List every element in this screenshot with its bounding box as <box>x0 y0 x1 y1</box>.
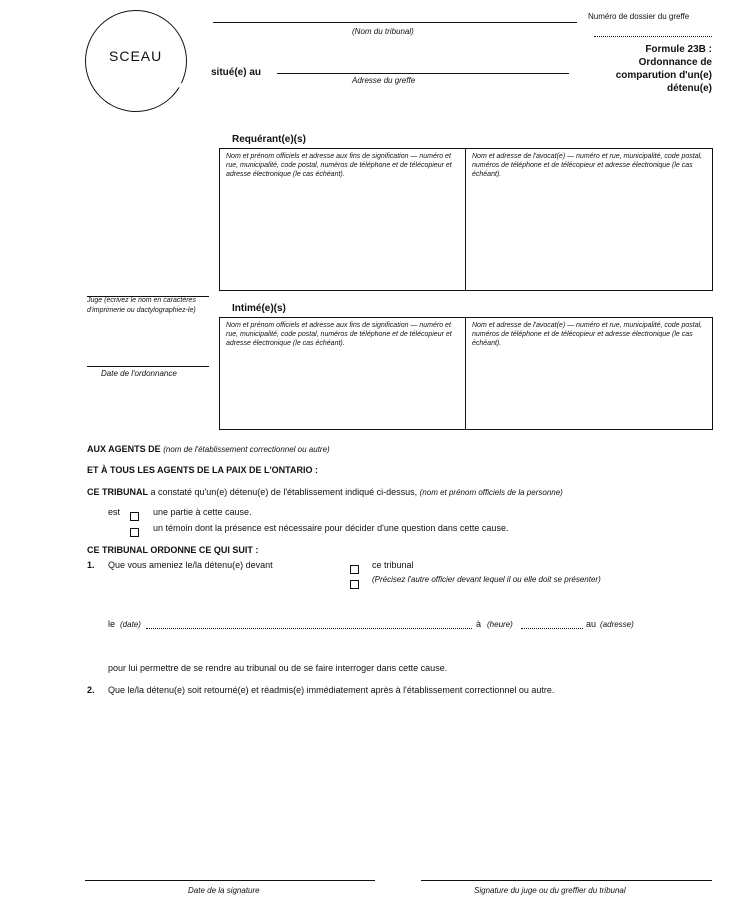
item2-text: Que le/la détenu(e) soit retourné(e) et réadmis(e) immédiatement après à l'établissement correctionnel ou autre. <box>108 685 555 695</box>
form-title-2: comparution d'un(e) <box>615 70 712 81</box>
address-prefix: au <box>586 619 597 629</box>
file-number-line <box>594 36 712 37</box>
form-number: Formule 23B : <box>645 44 712 55</box>
item1-number: 1. <box>87 560 95 570</box>
witness-checkbox[interactable] <box>130 524 139 542</box>
court-found-line <box>87 487 563 497</box>
address-caption: Adresse du greffe <box>352 76 416 85</box>
applicants-lawyer-field[interactable]: Nom et adresse de l'avocat(e) — numéro et rue, municipalité, code postal, numéros de téléphone et de télécopieur et adresse électronique (le cas échéant). <box>472 153 703 178</box>
orders-heading: CE TRIBUNAL ORDONNE CE QUI SUIT : <box>87 545 259 555</box>
court-found-note: (nom et prénom officiels de la personne) <box>419 488 563 497</box>
court-found-label: CE TRIBUNAL <box>87 487 148 497</box>
date-field[interactable] <box>146 628 472 629</box>
respondents-heading: Intimé(e)(s) <box>232 303 286 314</box>
seal-label: SCEAU <box>109 48 163 64</box>
order-date-line <box>87 366 209 367</box>
court-found-text: a constaté qu'un(e) détenu(e) de l'établissement indiqué ci-dessus, <box>150 487 418 497</box>
judge-label: Juge <box>87 297 103 304</box>
time-label: (heure) <box>487 620 513 629</box>
applicants-heading: Requérant(e)(s) <box>232 134 306 145</box>
to-officers-line <box>87 444 330 454</box>
court-name-line <box>213 22 577 23</box>
judge-block <box>87 296 209 316</box>
respondents-party-field[interactable]: Nom et prénom officiels et adresse aux fins de signification — numéro et rue, municipalité, code postal, numéros de téléphone et de télécopieur et adresse électronique (le cas échéant). <box>220 318 466 429</box>
respondents-lawyer-field[interactable]: Nom et adresse de l'avocat(e) — numéro et rue, municipalité, code postal, numéros de téléphone et de télécopieur et adresse électronique (le cas échéant). <box>472 322 703 347</box>
located-at-label: situé(e) au <box>211 67 262 78</box>
is-label: est <box>108 507 121 517</box>
form-title-3: détenu(e) <box>667 83 712 94</box>
item1-text: Que vous ameniez le/la détenu(e) devant <box>108 560 273 570</box>
applicants-box <box>219 148 713 291</box>
to-officers-note: (nom de l'établissement correctionnel ou autre) <box>163 445 330 454</box>
file-number-label: Numéro de dossier du greffe <box>588 12 690 21</box>
signature-label: Signature du juge ou du greffier du tribunal <box>474 886 626 895</box>
order-date-label: Date de l'ordonnance <box>101 369 177 378</box>
date-label: (date) <box>120 620 141 629</box>
form-title-1: Ordonnance de <box>638 57 712 68</box>
respondents-box <box>219 317 713 430</box>
to-officers-label: AUX AGENTS DE <box>87 444 161 454</box>
judge-note: (écrivez le nom en caractères d'imprimerie ou dactylographiez-le) <box>87 297 196 314</box>
other-officer-checkbox[interactable] <box>350 576 359 594</box>
date-prefix: le <box>108 619 116 629</box>
time-prefix: à <box>476 619 482 629</box>
purpose-text: pour lui permettre de se rendre au tribunal ou de se faire interroger dans cette cause. <box>108 663 448 673</box>
sign-date-label: Date de la signature <box>188 886 260 895</box>
signature-line[interactable] <box>421 880 712 881</box>
court-name-caption: (Nom du tribunal) <box>352 27 414 36</box>
judge-line <box>87 296 209 297</box>
party-option: une partie à cette cause. <box>153 507 252 517</box>
other-officer-option: (Précisez l'autre officier devant lequel il ou elle doit se présenter) <box>372 575 601 584</box>
sign-date-line[interactable] <box>85 880 375 881</box>
address-label: (adresse) <box>600 620 634 629</box>
applicants-party-field[interactable]: Nom et prénom officiels et adresse aux fins de signification — numéro et rue, municipalité, code postal, numéros de téléphone et de télécopieur et adresse électronique (le cas échéant). <box>220 149 466 290</box>
this-court-option: ce tribunal <box>372 560 414 570</box>
time-field[interactable] <box>521 628 583 629</box>
all-officers-label: ET À TOUS LES AGENTS DE LA PAIX DE L'ONTARIO : <box>87 465 318 475</box>
item2-number: 2. <box>87 685 95 695</box>
address-line <box>277 73 569 74</box>
witness-option: un témoin dont la présence est nécessaire pour décider d'une question dans cette cause. <box>153 523 509 533</box>
